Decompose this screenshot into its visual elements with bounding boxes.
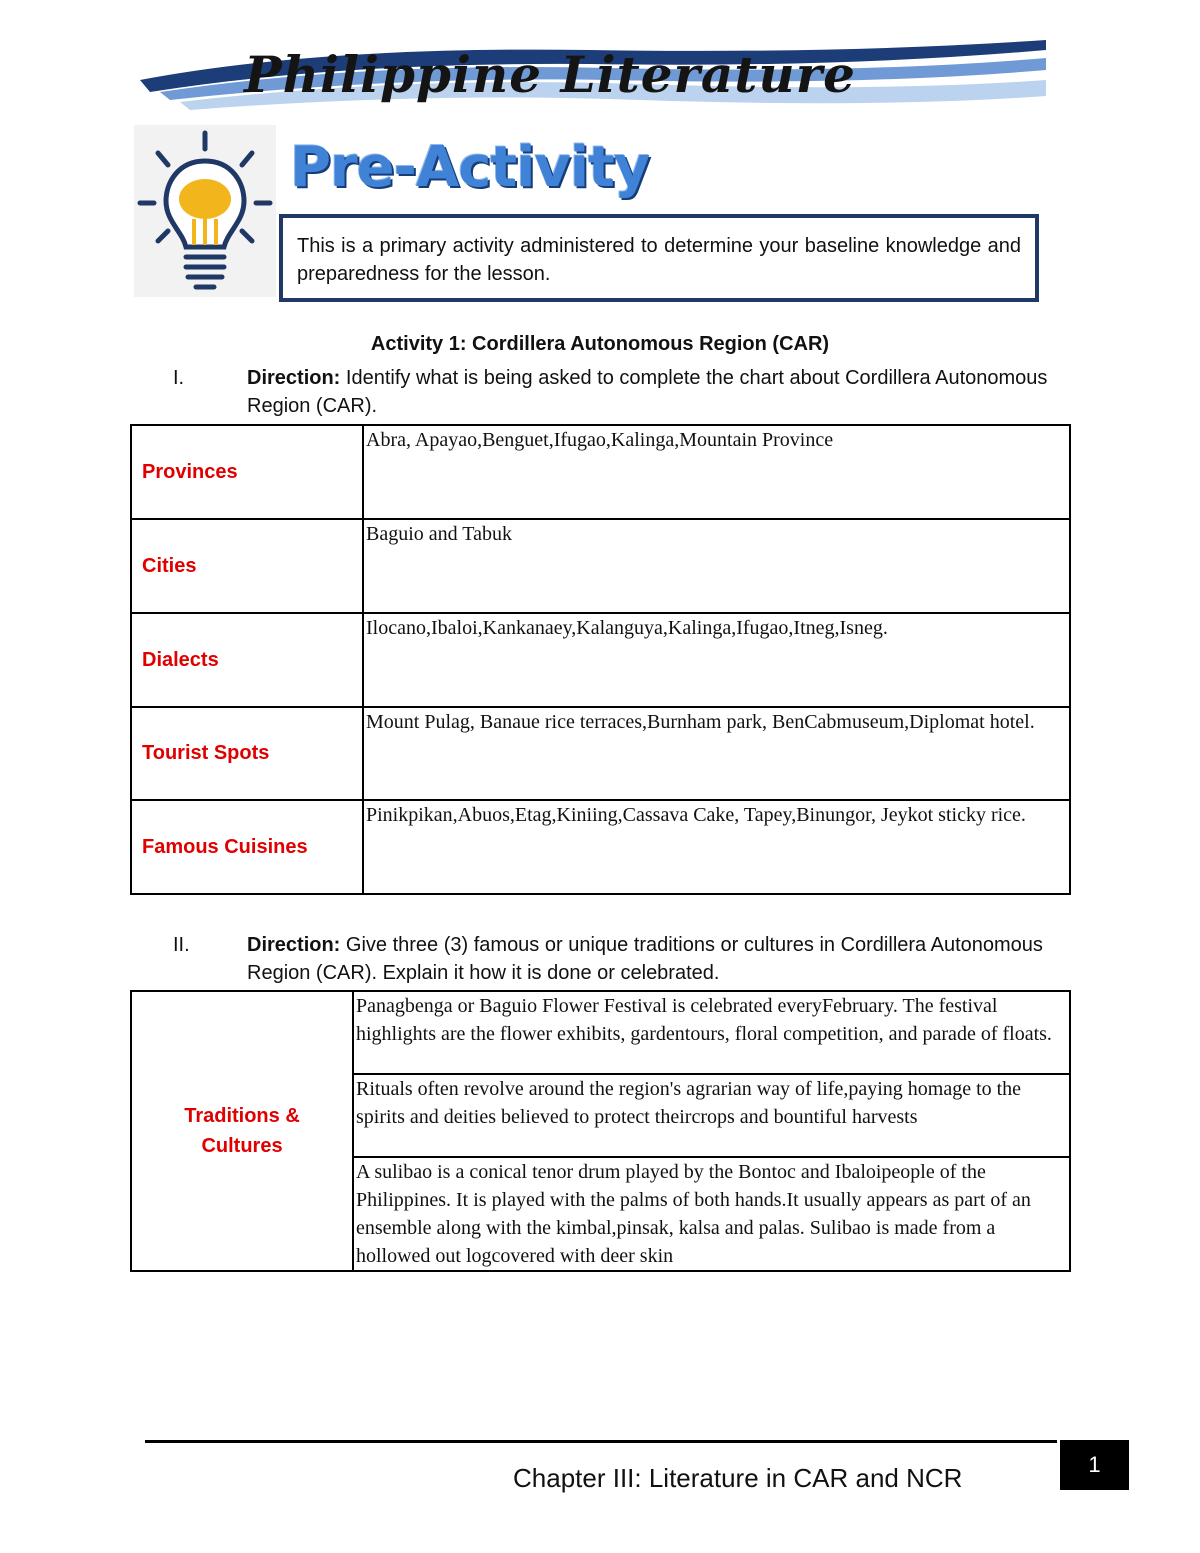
traditions-label xyxy=(131,991,353,1271)
car-chart-table xyxy=(130,424,1071,895)
row-label: Tourist Spots xyxy=(131,707,363,800)
direction-body: Identify what is being asked to complete the chart about Cordillera Autonomous Region (CAR). xyxy=(247,367,1048,417)
tradition-item: A sulibao is a conical tenor drum played by the Bontoc and Ibaloipeople of the Philippines. It is played with the palms of both hands.It usually appears as part of an ensemble along with the kimbal,pinsak, kalsa and palas. Sulibao is made from a hollowed out logcovered with deer skin xyxy=(353,1157,1070,1271)
tradition-item: Panagbenga or Baguio Flower Festival is celebrated everyFebruary. The festival highlights are the flower exhibits, gardentours, floral competition, and parade of floats. xyxy=(353,991,1070,1074)
row-value: Pinikpikan,Abuos,Etag,Kiniing,Cassava Cake, Tapey,Binungor, Jeykot sticky rice. xyxy=(363,800,1070,894)
direction-body: Give three (3) famous or unique traditions or cultures in Cordillera Autonomous Region (CAR). Explain it how it is done or celebrated. xyxy=(247,934,1043,984)
section-title: Pre-Activity xyxy=(290,135,650,200)
direction-text xyxy=(247,364,1067,420)
row-value: Abra, Apayao,Benguet,Ifugao,Kalinga,Mountain Province xyxy=(363,425,1070,519)
direction-number: II. xyxy=(173,934,190,956)
table-row xyxy=(131,991,1070,1074)
activity-title: Activity 1: Cordillera Autonomous Region (CAR) xyxy=(370,333,830,355)
table-row xyxy=(131,425,1070,519)
direction-text xyxy=(247,931,1067,987)
footer-rule xyxy=(145,1440,1057,1443)
row-label: Provinces xyxy=(131,425,363,519)
intro-box xyxy=(279,214,1039,302)
direction-number: I. xyxy=(173,367,185,389)
table-row xyxy=(131,613,1070,707)
row-label: Cities xyxy=(131,519,363,613)
row-value: Baguio and Tabuk xyxy=(363,519,1070,613)
traditions-table xyxy=(130,990,1071,1272)
direction-label: Direction: xyxy=(247,934,341,956)
page-number: 1 xyxy=(1060,1440,1129,1490)
row-value: Mount Pulag, Banaue rice terraces,Burnham park, BenCabmuseum,Diplomat hotel. xyxy=(363,707,1070,800)
tradition-item: Rituals often revolve around the region's agrarian way of life,paying homage to the spirits and deities believed to protect theircrops and bountiful harvests xyxy=(353,1074,1070,1157)
row-value: Ilocano,Ibaloi,Kankanaey,Kalanguya,Kalinga,Ifugao,Itneg,Isneg. xyxy=(363,613,1070,707)
intro-text: This is a primary activity administered to determine your baseline knowledge and preparedness for the lesson. xyxy=(297,235,1021,285)
footer-chapter: Chapter III: Literature in CAR and NCR xyxy=(513,1463,963,1493)
table-row xyxy=(131,800,1070,894)
row-label: Famous Cuisines xyxy=(131,800,363,894)
row-label: Dialects xyxy=(131,613,363,707)
direction-label: Direction: xyxy=(247,367,341,389)
traditions-label-line: Traditions & xyxy=(184,1105,300,1127)
traditions-label-line: Cultures xyxy=(201,1135,283,1157)
banner-title: Philippine Literature xyxy=(244,45,856,104)
table-row xyxy=(131,519,1070,613)
lightbulb-brain-icon xyxy=(134,125,276,297)
table-row xyxy=(131,707,1070,800)
